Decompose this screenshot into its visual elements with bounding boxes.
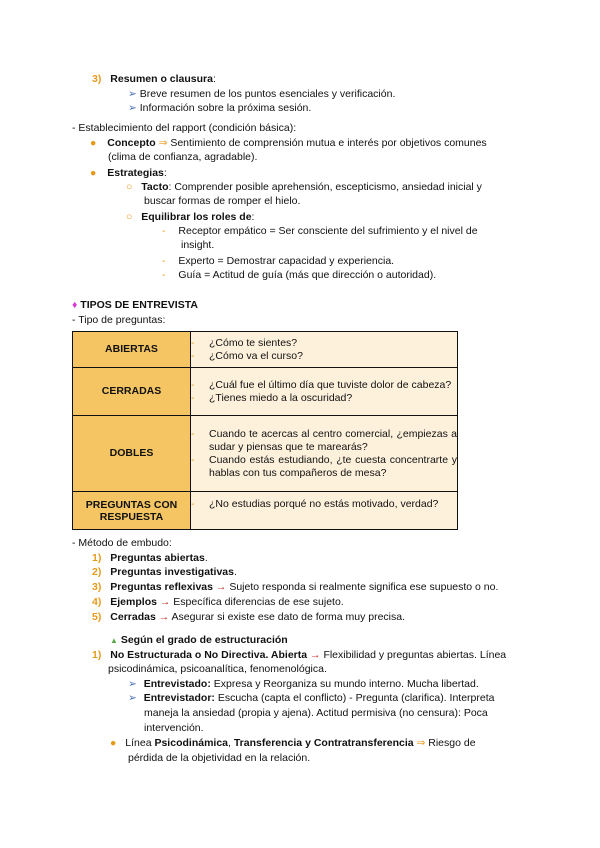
implies-arrow-icon: ⇒ [158,137,168,149]
diamond-icon: ♦ [72,299,78,311]
right-arrow-icon: → [158,611,170,623]
estructuracion-item: 1) No Estructurada o No Directiva. Abierta → Flexibilidad y preguntas abiertas. Línea [92,649,507,661]
bullet-icon: ● [90,167,97,179]
arrowhead-icon: ➢ [128,88,137,100]
bullet-icon: ● [90,137,97,149]
resumen-number: 3) [92,73,102,85]
embudo-item: 1) Preguntas abiertas. [92,552,208,564]
category-cell: CERRADAS [73,368,191,416]
entrevistador-continuation: intervención. [144,722,204,734]
embudo-item: 3) Preguntas reflexivas → Sujeto responda si realmente significa ese supuesto o no. [92,581,499,593]
examples-cell: - ¿Cuál fue el último día que tuviste dolor de cabeza? - ¿Tienes miedo a la oscuridad? [191,368,458,416]
resumen-item: ➢ Breve resumen de los puntos esenciales y verificación. [128,88,396,100]
dash-icon: - [162,269,166,281]
dash-icon: - [162,255,166,267]
tacto-continuation: buscar formas de romper el hielo. [144,195,301,207]
arrowhead-icon: ➢ [128,692,137,704]
question-types-table [72,331,458,530]
right-arrow-icon: → [159,596,171,608]
examples-cell: - ¿No estudias porqué no estás motivado, verdad? [191,492,458,530]
resumen-item: ➢ Información sobre la próxima sesión. [128,102,312,114]
implies-arrow-icon: ⇒ [416,737,426,749]
right-arrow-icon: → [215,581,227,593]
role-item: - Experto = Demostrar capacidad y experiencia. [162,255,395,267]
estrategias-item: ● Estrategias: [90,167,167,179]
table-row [73,368,458,416]
concepto-item: ● Concepto ⇒ Sentimiento de comprensión mutua e interés por objetivos comunes [90,137,487,149]
arrowhead-icon: ➢ [128,102,137,114]
examples-cell: - ¿Cómo te sientes? - ¿Cómo va el curso? [191,332,458,368]
examples-cell: - Cuando te acercas al centro comercial, ¿empiezas a sudar y piensas que te marearás? - Cuando estás estudiando, ¿te cuesta concentrarte y hablas con tus compañeros de mesa? [191,416,458,492]
category-cell: ABIERTAS [73,332,191,368]
role-continuation: insight. [181,239,215,251]
embudo-item: 5) Cerradas → Asegurar si existe ese dato de forma muy precisa. [92,611,405,623]
resumen-title: Resumen o clausura [110,73,213,85]
linea-continuation: pérdida de la objetividad en la relación. [128,752,311,764]
role-item: - Receptor empático = Ser consciente del sufrimiento y el nivel de [162,225,478,237]
embudo-heading: - Método de embudo: [72,537,172,549]
embudo-item: 2) Preguntas investigativas. [92,566,237,578]
equilibrar-item: ○ Equilibrar los roles de: [126,211,255,223]
tipos-heading: ♦ TIPOS DE ENTREVISTA [72,299,198,311]
dash-icon: - [162,225,166,237]
category-cell: DOBLES [73,416,191,492]
tacto-item: ○ Tacto: Comprender posible aprehensión, escepticismo, ansiedad inicial y [126,181,482,193]
estructuracion-continuation: psicodinámica, psicoanalítica, fenomenológica. [108,663,327,675]
entrevistador-continuation: maneja la ansiedad (propia y ajena). Actitud permisiva (no censura): Poca [144,707,488,719]
table-row [73,332,458,368]
entrevistador-item: ➢ Entrevistador: Escucha (capta el conflicto) - Pregunta (clarifica). Interpreta [128,692,495,704]
arrowhead-icon: ➢ [128,678,137,690]
entrevistado-item: ➢ Entrevistado: Expresa y Reorganiza su mundo interno. Mucha libertad. [128,678,479,690]
triangle-icon: ▲ [110,636,118,645]
circle-bullet-icon: ○ [126,211,133,223]
resumen-heading: 3) Resumen o clausura: [92,73,216,85]
linea-item: ● Línea Psicodinámica, Transferencia y Contratransferencia ⇒ Riesgo de [110,737,476,749]
rapport-heading: - Establecimiento del rapport (condición básica): [72,122,297,134]
concepto-continuation: (clima de confianza, agradable). [108,151,258,163]
table-row [73,416,458,492]
embudo-item: 4) Ejemplos → Específica diferencias de ese sujeto. [92,596,344,608]
circle-bullet-icon: ○ [126,181,133,193]
table-row [73,492,458,530]
tipos-subheading: - Tipo de preguntas: [72,314,166,326]
right-arrow-icon: → [310,649,321,661]
category-cell: PREGUNTAS CON RESPUESTA [73,492,191,530]
role-item: - Guía = Actitud de guía (más que dirección o autoridad). [162,269,437,281]
estructuracion-heading: ▲ Según el grado de estructuración [110,634,288,646]
bullet-icon: ● [110,737,117,749]
